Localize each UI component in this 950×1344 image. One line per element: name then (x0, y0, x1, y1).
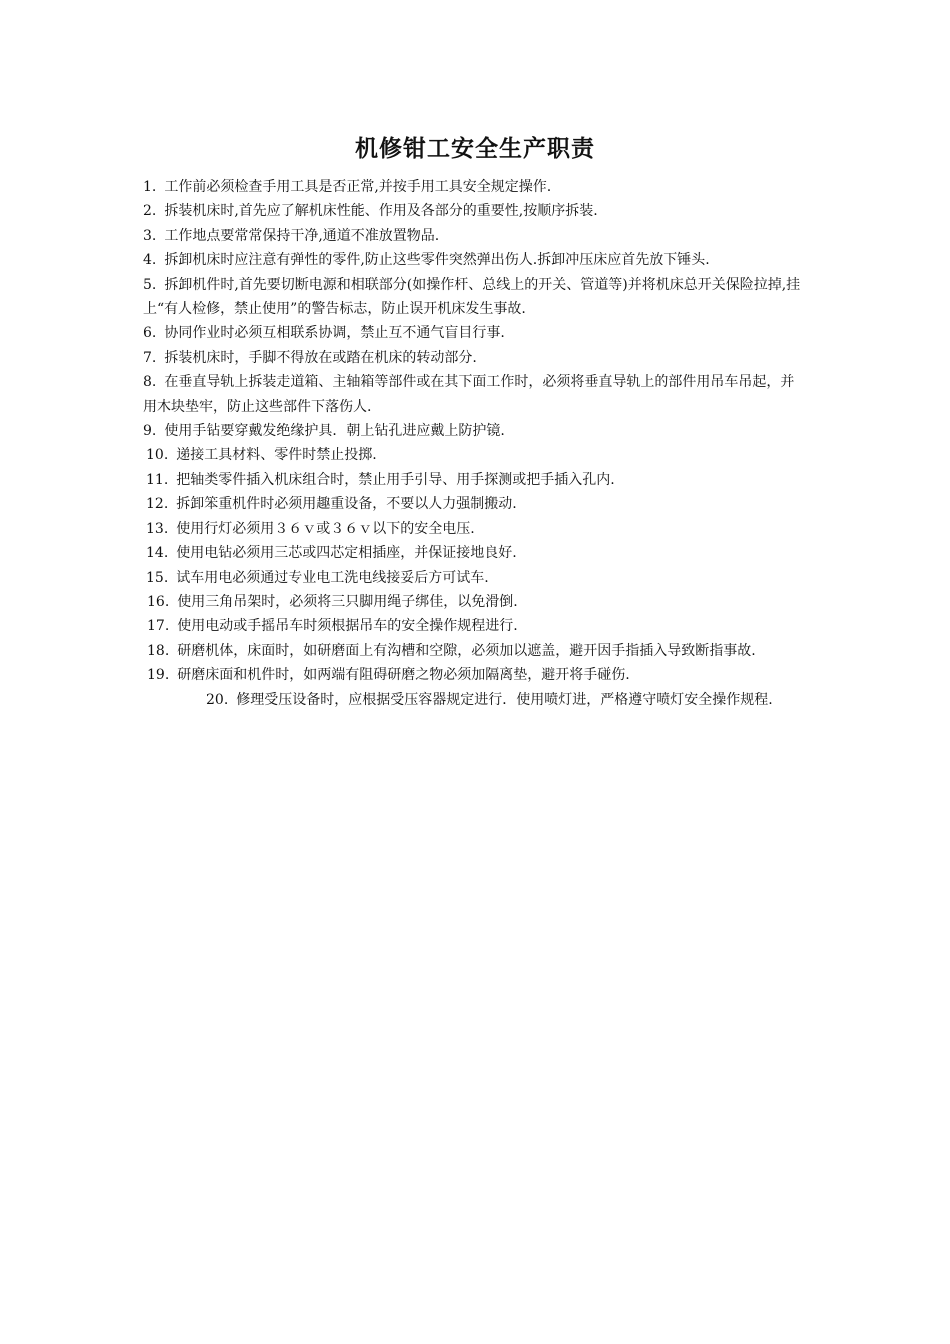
item-number: 16. (147, 593, 170, 610)
item-text: 拆装机床时，手脚不得放在或踏在机床的转动部分. (164, 349, 477, 366)
item-number: 9. (143, 423, 157, 440)
item-number: 14. (146, 545, 169, 562)
list-item (0, 468, 806, 492)
item-text: 工作地点要常常保持干净,通道不准放置物品. (164, 227, 440, 244)
item-text: 拆卸机件时,首先要切断电源和相联部分(如操作杆、总线上的开关、管道等)并将机床总开关保险拉掉,挂上“有人检修，禁止使用”的警告标志，防止误开机床发生事故. (143, 276, 801, 318)
list-item (0, 419, 807, 443)
item-number: 3. (143, 227, 157, 244)
item-text: 使用电钻必须用三芯或四芯定相插座，并保证接地良好. (176, 545, 517, 562)
item-text: 使用手钻要穿戴发绝缘护具．朝上钻孔进应戴上防护镜. (164, 423, 505, 440)
item-text: 把轴类零件插入机床组合时，禁止用手引导、用手探测或把手插入孔内. (176, 471, 615, 488)
item-text: 使用电动或手摇吊车时须根据吊车的安全操作规程进行. (177, 618, 518, 635)
item-number: 1. (143, 179, 157, 195)
item-number: 11. (146, 471, 169, 488)
item-number: 15. (146, 569, 169, 586)
list-item (0, 590, 807, 614)
list-item (0, 517, 806, 541)
item-number: 19. (147, 667, 170, 684)
list-item (0, 273, 807, 322)
list-item (0, 492, 806, 516)
item-text: 拆装机床时,首先应了解机床性能、作用及各部分的重要性,按顺序拆装. (164, 203, 598, 220)
list-item (0, 370, 807, 419)
list-item (0, 688, 806, 712)
list-item (0, 566, 806, 590)
item-number: 4. (143, 252, 157, 269)
item-number: 10. (146, 447, 169, 464)
item-text: 拆卸笨重机件时必须用趣重设备，不要以人力强制搬动. (176, 496, 517, 513)
item-text: 协同作业时必须互相联系协调，禁止互不通气盲目行事. (164, 325, 505, 342)
list-item (0, 614, 807, 638)
list-item (0, 443, 806, 467)
item-text: 拆卸机床时应注意有弹性的零件,防止这些零件突然弹出伤人.拆卸冲压床应首先放下锤头. (164, 252, 710, 269)
list-item (0, 346, 807, 370)
item-text: 在垂直导轨上拆装走道箱、主轴箱等部件或在其下面工作时，必须将垂直导轨上的部件用吊车吊起，并用木块垫牢，防止这些部件下落伤人. (143, 374, 795, 415)
item-number: 7. (143, 349, 157, 366)
list-item (0, 175, 807, 199)
document-title: 机修钳工安全生产职责 (355, 136, 595, 162)
item-text: 使用行灯必须用３６ｖ或３６ｖ以下的安全电压. (176, 520, 475, 537)
item-text: 工作前必须检查手用工具是否正常,并按手用工具安全规定操作. (164, 179, 552, 195)
item-text: 研磨床面和机件时，如两端有阻碍研磨之物必须加隔离垫，避开将手碰伤. (177, 667, 630, 684)
item-number: 2. (143, 203, 157, 220)
item-number: 5. (143, 276, 157, 293)
item-text: 试车用电必须通过专业电工洗电线接妥后方可试车. (176, 569, 489, 586)
item-number: 13. (146, 520, 169, 537)
list-item (0, 663, 806, 687)
item-text: 研磨机体，床面时，如研磨面上有沟槽和空隙，必须加以遮盖，避开因手指插入导致断指事故. (177, 642, 756, 659)
list-item (0, 541, 806, 565)
item-text: 使用三角吊架时，必须将三只脚用绳子绑佳，以免滑倒. (177, 593, 518, 610)
list-item (0, 199, 807, 223)
item-number: 20. (206, 691, 229, 708)
list-item (0, 248, 807, 272)
list-item (0, 224, 807, 248)
item-number: 12. (146, 496, 169, 513)
item-number: 6. (143, 325, 157, 342)
item-number: 17. (147, 618, 170, 635)
item-number: 18. (147, 642, 170, 659)
item-text: 递接工具材料、零件时禁止投掷. (176, 447, 377, 464)
safety-rules-list (0, 175, 950, 712)
item-text: 修理受压设备时，应根据受压容器规定进行．使用喷灯进，严格遵守喷灯安全操作规程. (236, 691, 773, 708)
item-number: 8. (143, 374, 157, 391)
list-item (0, 321, 807, 345)
list-item (0, 639, 806, 663)
